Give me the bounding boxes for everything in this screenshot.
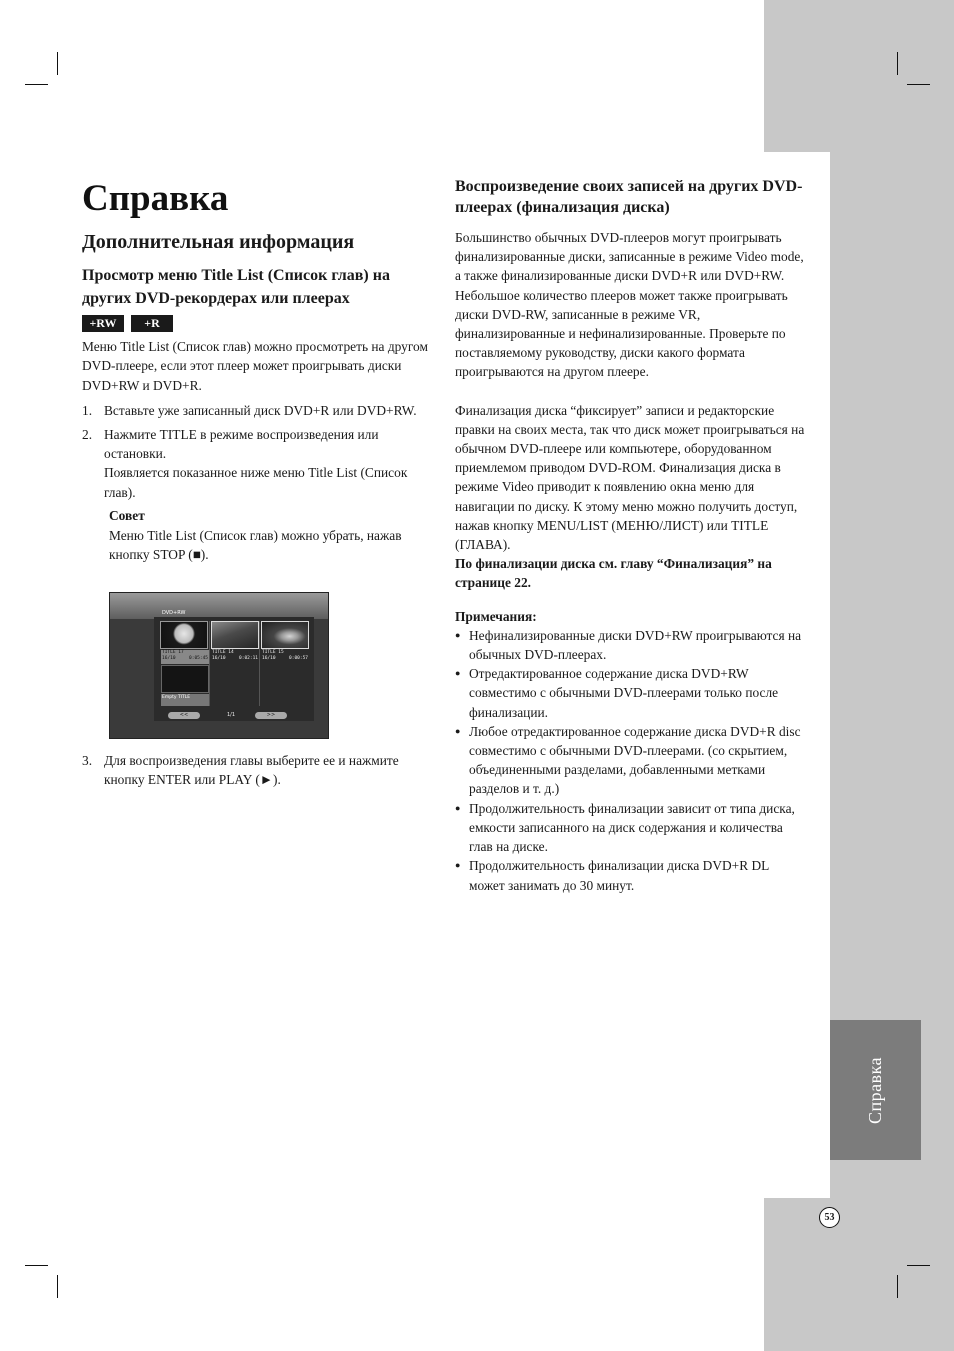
step-text: Для воспроизведения главы выберите ее и нажмите кнопку ENTER или PLAY (►). [104,753,399,788]
screen-divider [209,621,210,706]
step-number: 1. [82,403,93,419]
title-time: 0:00:57 [289,656,308,661]
finalize-paragraph-2: Финализация диска “фиксирует” записи и редакторские правки на своих места, так что диск может проигрываться на обычном DVD-плеере или компьютере, оборудованном приемлемом приводом DVD-ROM. Финализация диска в режиме Video приводит к появлению окна меню для навигации по диску. К этому меню можно получить доступ, нажав кнопку MENU/LIST (МЕНЮ/ЛИСТ) или TITLE (ГЛАВА). [455,402,805,553]
step-number: 3. [82,753,93,768]
title-date: 16/10 [262,656,276,661]
title-info [211,650,259,664]
title-date: 16/10 [162,656,176,661]
section-tab-label: Справка [865,1056,885,1124]
title-thumbnail[interactable] [160,621,208,649]
disc-badges [82,315,434,333]
crop-mark [57,1275,58,1298]
page-title: Справка [82,178,229,219]
crop-mark [907,1265,930,1266]
note-item: ● Нефинализированные диски DVD+RW проигрываются на обычных DVD-плеерах. [455,626,807,664]
next-page-button[interactable]: >> [255,712,287,719]
tip-heading: Совет [109,508,145,524]
title-info [161,650,209,664]
title-info [261,650,309,664]
empty-title-label: Empty TITLE [161,694,209,706]
note-item: ● Продолжительность финализации зависит от типа диска, емкости записанного на диск содержания и количества глав на диске. [455,799,807,857]
notes-list [455,626,807,895]
crop-mark [25,84,48,85]
finalize-heading: Воспроизведение своих записей на других DVD-плеерах (финализация диска) [455,178,803,216]
section-tab-label-wrap [830,1020,921,1160]
finalize-paragraph-1: Большинство обычных DVD-плееров могут проигрывать финализированные диски, записанные в режиме Video mode, а также финализированные диски DVD+R или DVD+RW. Небольшое количество плееров может также проигрывать диски DVD-RW, записанные в режиме VR, финализированные и нефинализированные. Проверьте по поставляемому руководству, диски какого формата проигрываются на другом плеере. [455,230,804,380]
notes-heading: Примечания: [455,608,537,624]
tip-text: Меню Title List (Список глав) можно убрать, нажав кнопку STOP (■). [109,527,402,563]
title-name: TITLE 15 [262,650,284,655]
step-number: 2. [82,426,93,442]
note-item: ● Отредактированное содержание диска DVD+RW совместимо с обычными DVD-плеерами только после финализации. [455,664,807,722]
screen-header-bar [110,593,329,619]
step-extra: Появляется показанное ниже меню Title List (Список глав). [104,465,408,500]
note-item: ● Любое отредактированное содержание диска DVD+R disc совместимо с обычными DVD-плеерами. (со скрытием, объединенными разделами, добавленными метками разделов и т. д.) [455,722,807,799]
crop-mark [907,84,930,85]
crop-mark [897,1275,898,1298]
title-list-heading: Просмотр меню Title List (Список глав) на других DVD-рекордерах или плеерах [82,267,390,307]
title-time: 0:05:45 [189,656,208,661]
intro-paragraph: Меню Title List (Список глав) можно просмотреть на другом DVD-плеере, если этот плеер может проигрывать диски DVD+RW и DVD+R. [82,339,428,393]
note-item: ● Продолжительность финализации диска DVD+R DL может занимать до 30 минут. [455,856,807,894]
step-text: Вставьте уже записанный диск DVD+R или DVD+RW. [104,403,417,419]
title-thumbnail[interactable] [261,621,309,649]
title-date: 16/10 [212,656,226,661]
prev-page-button[interactable]: << [168,712,200,719]
page-subtitle: Дополнительная информация [82,231,355,253]
steps-list [82,401,434,502]
badge-plus-rw: +RW [82,315,124,332]
right-column [455,176,807,895]
step-item [82,751,434,790]
screen-divider [259,621,260,706]
tip-box [82,506,434,564]
step-text: Нажмите TITLE в режиме воспроизведения или остановки. [104,426,379,462]
screen-disc-label: DVD+RW [162,610,186,616]
title-name: TITLE 17 [162,650,184,655]
empty-title-slot[interactable] [161,665,209,693]
crop-mark [25,1265,48,1266]
title-time: 0:02:11 [239,656,258,661]
finalize-reference: По финализации диска см. главу “Финализация” на странице 22. [455,556,772,591]
crop-mark [897,52,898,75]
left-column [82,178,434,564]
title-name: TITLE 14 [212,650,234,655]
title-thumbnail[interactable] [211,621,259,649]
badge-plus-r: +R [131,315,173,332]
title-list-screenshot [109,592,329,739]
step-item [82,425,434,503]
page-indicator: 1/1 [227,712,236,718]
step-item [82,401,434,420]
page-number: 53 [819,1207,840,1228]
crop-mark [57,52,58,75]
step-three [82,751,434,794]
